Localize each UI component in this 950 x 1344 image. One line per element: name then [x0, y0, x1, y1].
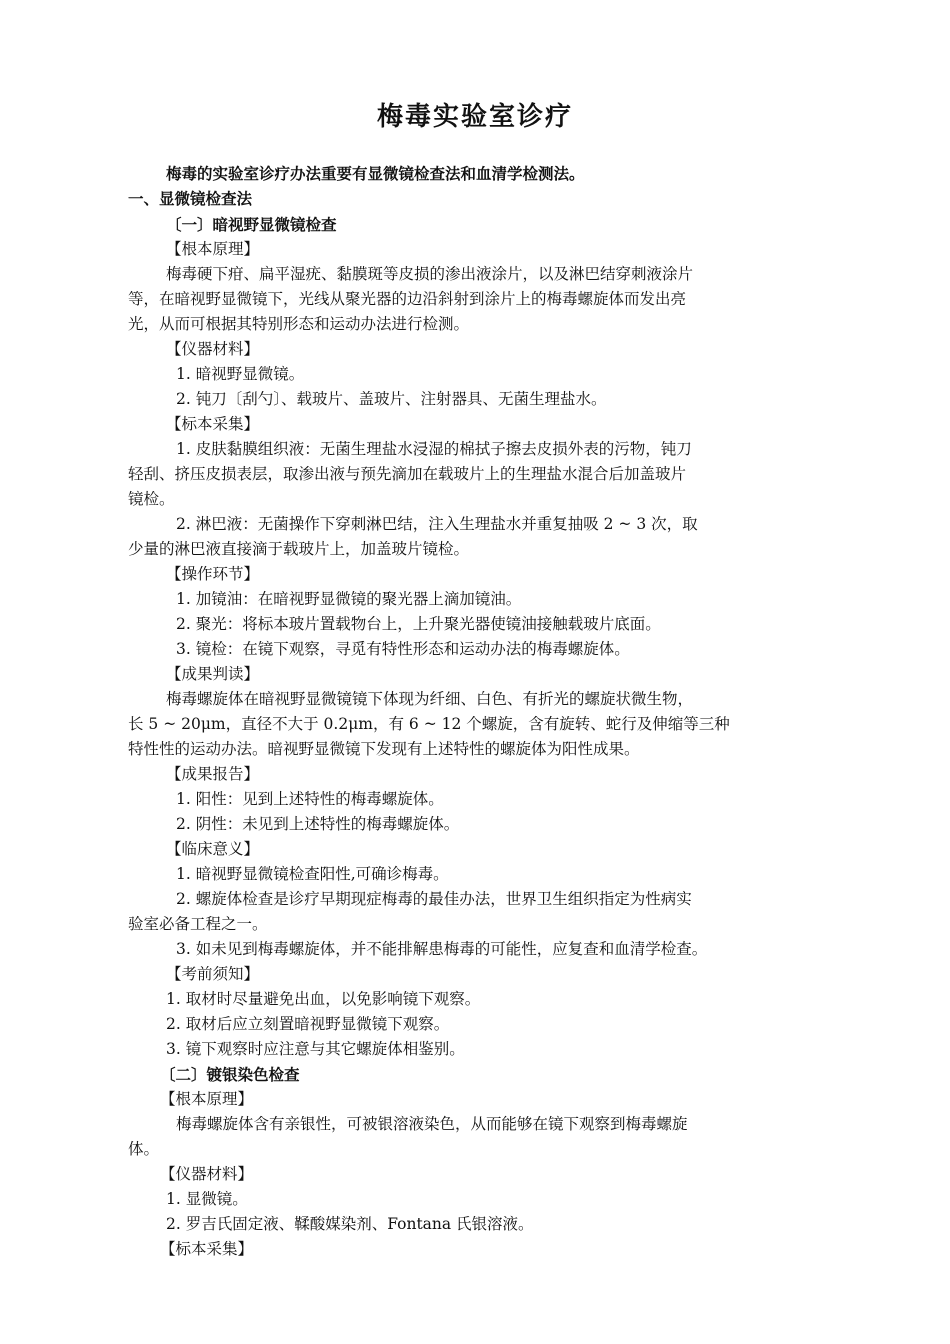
- judge-line: 长 5 ~ 20μm，直径不大于 0.2μm，有 6 ~ 12 个螺旋，含有旋转、蛇行及伸缩等三种: [128, 715, 730, 733]
- note-item: 2. 取材后应立刻置暗视野显微镜下观察。: [166, 1015, 450, 1033]
- step-item: 1. 加镜油：在暗视野显微镜的聚光器上滴加镜油。: [176, 590, 522, 608]
- clinical-item: 1. 暗视野显微镜检查阳性,可确诊梅毒。: [176, 865, 449, 883]
- clinical-item: 验室必备工程之一。: [128, 915, 268, 933]
- intro-paragraph: 梅毒的实验室诊疗办法重要有显微镜检查法和血清学检测法。: [166, 164, 585, 183]
- judge-line: 梅毒螺旋体在暗视野显微镜镜下体现为纤细、白色、有折光的螺旋状微生物，: [166, 690, 694, 708]
- principle-line: 光，从而可根据其特别形态和运动办法进行检测。: [128, 315, 470, 333]
- label-report: 【成果报告】: [166, 765, 260, 783]
- label-principle: 【根本原理】: [166, 240, 260, 258]
- sample-line: 少量的淋巴液直接滴于载玻片上，加盖玻片镜检。: [128, 540, 470, 558]
- subsection-heading: 〔一〕暗视野显微镜检查: [166, 215, 337, 234]
- step-item: 2. 聚光：将标本玻片置载物台上，上升聚光器使镜油接触载玻片底面。: [176, 615, 661, 633]
- report-item: 2. 阴性：未见到上述特性的梅毒螺旋体。: [176, 815, 460, 833]
- instrument-item: 1. 暗视野显微镜。: [176, 365, 305, 383]
- section-heading: 一、显微镜检查法: [128, 189, 253, 208]
- label-clinical: 【临床意义】: [166, 840, 260, 858]
- sample-line: 2. 淋巴液：无菌操作下穿刺淋巴结，注入生理盐水并重复抽吸 2 ~ 3 次，取: [176, 515, 698, 533]
- note-item: 1. 取材时尽量避免出血，以免影响镜下观察。: [166, 990, 481, 1008]
- principle-line: 等，在暗视野显微镜下，光线从聚光器的边沿斜射到涂片上的梅毒螺旋体而发出亮: [128, 290, 687, 308]
- subsection-heading: 〔二〕镀银染色检查: [160, 1065, 300, 1084]
- principle-line: 体。: [128, 1140, 160, 1158]
- step-item: 3. 镜检：在镜下观察，寻觅有特性形态和运动办法的梅毒螺旋体。: [176, 640, 630, 658]
- principle-line: 梅毒硬下疳、扁平湿疣、黏膜斑等皮损的渗出液涂片，以及淋巴结穿刺液涂片: [166, 265, 694, 283]
- instrument-item: 2. 钝刀〔刮勺〕、载玻片、盖玻片、注射器具、无菌生理盐水。: [176, 390, 607, 408]
- sample-line: 镜检。: [128, 490, 175, 508]
- label-instruments: 【仪器材料】: [166, 340, 260, 358]
- sample-line: 1. 皮肤黏膜组织液：无菌生理盐水浸湿的棉拭子擦去皮损外表的污物，钝刀: [176, 440, 692, 458]
- principle-line: 梅毒螺旋体含有亲银性，可被银溶液染色，从而能够在镜下观察到梅毒螺旋: [176, 1115, 688, 1133]
- instrument-item: 2. 罗吉氏固定液、鞣酸媒染剂、Fontana 氏银溶液。: [166, 1215, 534, 1233]
- label-steps: 【操作环节】: [166, 565, 260, 583]
- clinical-item: 2. 螺旋体检查是诊疗早期现症梅毒的最佳办法，世界卫生组织指定为性病实: [176, 890, 692, 908]
- label-instruments: 【仪器材料】: [160, 1165, 254, 1183]
- sample-line: 轻刮、挤压皮损表层，取渗出液与预先滴加在载玻片上的生理盐水混合后加盖玻片: [128, 465, 687, 483]
- page-title: 梅毒实验室诊疗: [376, 102, 573, 132]
- label-principle: 【根本原理】: [160, 1090, 254, 1108]
- label-notes: 【考前须知】: [166, 965, 260, 983]
- note-item: 3. 镜下观察时应注意与其它螺旋体相鉴别。: [166, 1040, 465, 1058]
- instrument-item: 1. 显微镜。: [166, 1190, 248, 1208]
- clinical-item: 3. 如未见到梅毒螺旋体，并不能排解患梅毒的可能性，应复查和血清学检查。: [176, 940, 708, 958]
- label-sample: 【标本采集】: [160, 1240, 254, 1258]
- judge-line: 特性性的运动办法。暗视野显微镜下发现有上述特性的螺旋体为阳性成果。: [128, 740, 640, 758]
- label-sample: 【标本采集】: [166, 415, 260, 433]
- report-item: 1. 阳性：见到上述特性的梅毒螺旋体。: [176, 790, 444, 808]
- label-judge: 【成果判读】: [166, 665, 260, 683]
